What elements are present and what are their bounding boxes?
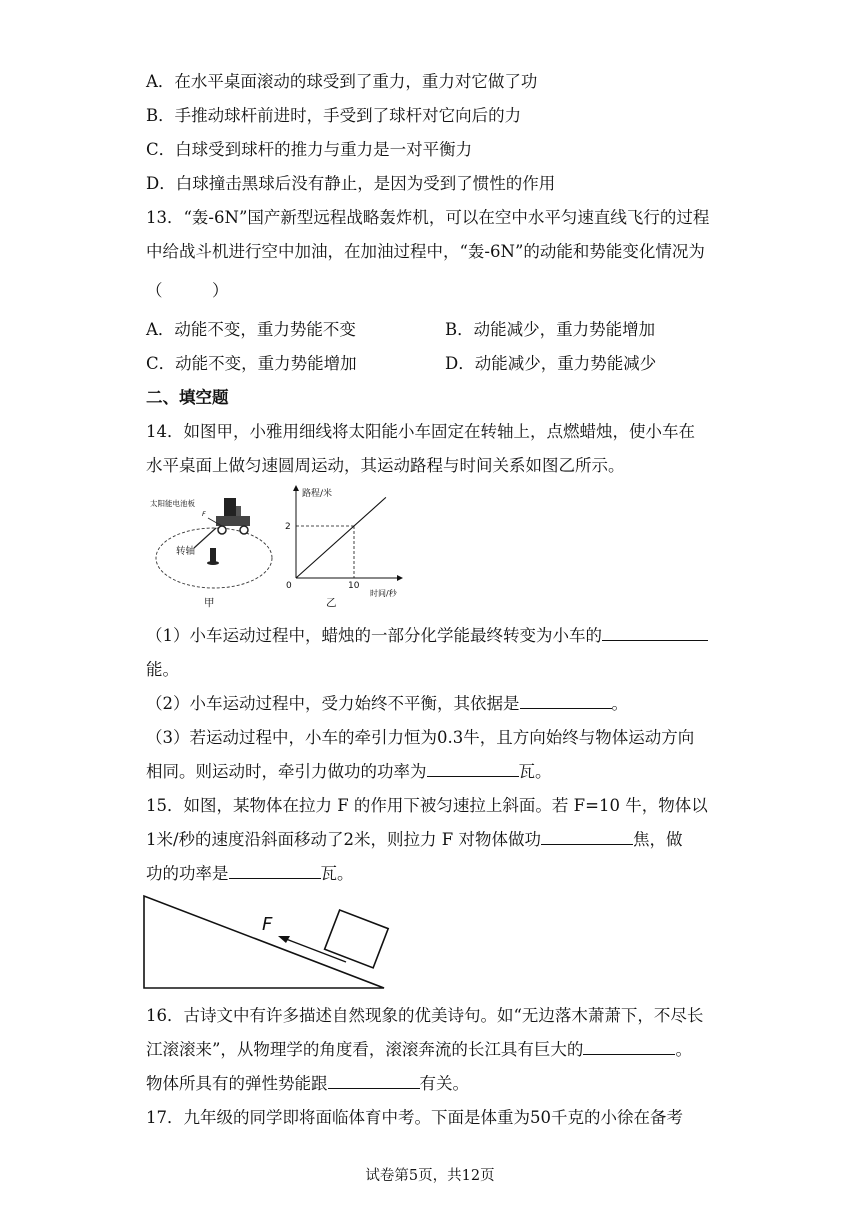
q13-option-d: D．动能减少，重力势能减少 [445,354,657,373]
label-solar-panel: 太阳能电池板 [150,499,195,508]
q14-sub3-text: 相同。则运动时，牵引力做功的功率为 [146,762,427,781]
q15-text-b: 焦，做 [633,830,683,849]
label-axis: 转轴 [176,546,196,557]
answer-blank[interactable] [541,830,633,845]
answer-blank[interactable] [520,694,612,709]
q14-sub3-end: 瓦。 [518,762,552,781]
q15-text-d: 瓦。 [320,864,354,883]
q16-text-b: 。 [675,1040,692,1059]
q16-text-d: 有关。 [419,1074,469,1093]
q16-text-c: 物体所具有的弹性势能跟 [146,1074,328,1093]
q15-text-a: 1米/秒的速度沿斜面移动了2米，则拉力 F 对物体做功 [146,830,541,849]
q12-option-a: A．在水平桌面滚动的球受到了重力，重力对它做了功 [146,72,538,91]
q14-sub1-line1 [146,626,708,646]
q14-sub1-text: （1）小车运动过程中，蜡烛的一部分化学能最终转变为小车的 [146,626,602,645]
q14-sub2-text: （2）小车运动过程中，受力始终不平衡，其依据是 [146,694,520,713]
car-body [216,516,250,526]
series-line [296,497,386,578]
label-force-f: F [262,914,273,935]
car-wheel [240,526,248,534]
y-axis-label: 路程/米 [302,489,333,499]
q17-stem-line1: 17．九年级的同学即将面临体育中考。下面是体重为50千克的小徐在备考 [146,1108,683,1127]
q13-option-c: C．动能不变，重力势能增加 [146,354,357,373]
q12-option-d: D．白球撞击黑球后没有静止，是因为受到了惯性的作用 [146,174,556,193]
q16-stem-line1: 16．古诗文中有许多描述自然现象的优美诗句。如“无边落木萧萧下，不尽长 [146,1006,704,1025]
label-force-f: F [202,510,206,518]
answer-blank[interactable] [602,626,708,641]
block [325,910,389,968]
figure-yi-distance-time-chart [282,480,412,610]
q13-stem-line2: 中给战斗机进行空中加油，在加油过程中，“轰-6N”的动能和势能变化情况为 [146,242,705,261]
q15-text-c: 功的功率是 [146,864,229,883]
q13-option-b: B．动能减少，重力势能增加 [445,320,656,339]
caption-jia: 甲 [204,597,215,609]
q15-stem-line1: 15．如图，某物体在拉力 F 的作用下被匀速拉上斜面。若 F=10 牛，物体以 [146,796,708,815]
figure-jia-solar-car [150,488,280,610]
q14-sub2 [146,694,628,714]
q16-stem-line2 [146,1040,692,1060]
q16-stem-line3 [146,1074,469,1094]
q14-sub3-line1: （3）若运动过程中，小车的牵引力恒为0.3牛，且方向始终与物体运动方向 [146,728,695,747]
q15-stem-line3 [146,864,354,884]
answer-blank[interactable] [427,762,519,777]
axle-post [210,548,216,562]
caption-yi: 乙 [326,597,337,609]
q14-stem-line2: 水平桌面上做匀速圆周运动，其运动路程与时间关系如图乙所示。 [146,456,625,475]
answer-blank[interactable] [583,1040,675,1055]
q13-option-a: A．动能不变，重力势能不变 [146,320,356,339]
answer-blank[interactable] [229,864,321,879]
answer-blank[interactable] [328,1074,420,1089]
origin-label: 0 [286,581,292,591]
axle-base [207,561,219,565]
q14-sub1-line2: 能。 [146,660,179,679]
q14-sub3-line2 [146,762,552,782]
q15-stem-line2 [146,830,683,850]
q12-option-b: B．手推动球杆前进时，手受到了球杆对它向后的力 [146,106,522,125]
q16-text-a: 江滚滚来”，从物理学的角度看，滚滚奔流的长江具有巨大的 [146,1040,584,1059]
q14-sub2-end: 。 [611,694,628,713]
string-line [194,528,216,548]
x-axis-label: 时间/秒 [370,589,397,598]
q12-option-c: C．白球受到球杆的推力与重力是一对平衡力 [146,140,473,159]
q14-stem-line1: 14．如图甲，小雅用细线将太阳能小车固定在转轴上，点燃蜡烛，使小车在 [146,422,695,441]
y-tick-label-2: 2 [285,522,291,532]
figure-inclined-plane [140,892,390,992]
section-title-fill-blank: 二、填空题 [146,388,229,407]
x-tick-label-10: 10 [348,581,360,591]
car-wheel [218,526,226,534]
page-footer: 试卷第5页，共12页 [365,1168,495,1184]
q13-answer-paren: （ ） [146,281,229,300]
q13-stem-line1: 13．“轰-6N”国产新型远程战略轰炸机，可以在空中水平匀速直线飞行的过程 [146,208,710,227]
